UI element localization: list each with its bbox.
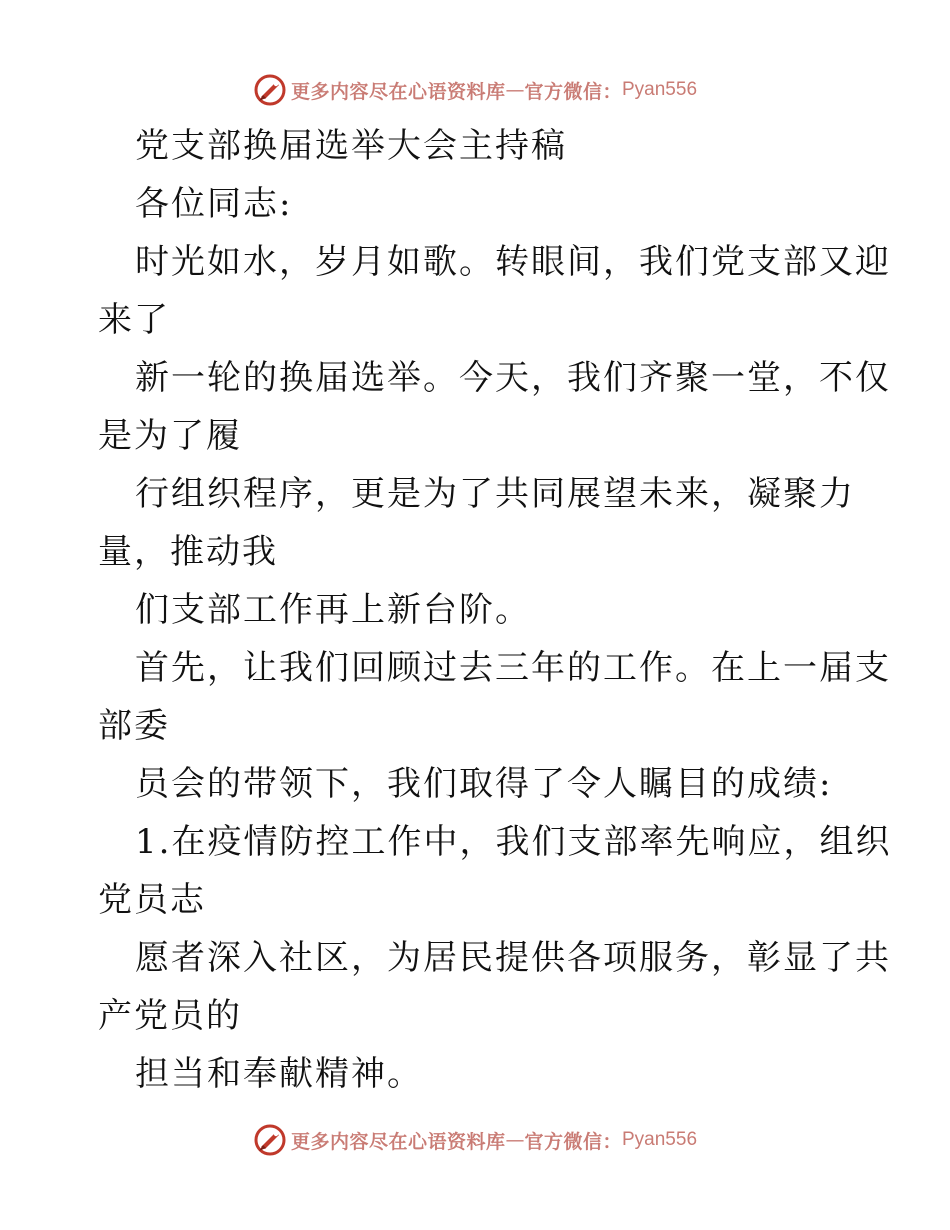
body-line (98, 523, 858, 581)
body-line-text: 产党员的 (98, 996, 242, 1036)
body-line (98, 581, 858, 639)
body-line-text: 新一轮的换届选举。今天，我们齐聚一堂，不仅 (135, 358, 891, 398)
banner-official-label: 官方微信： (524, 1130, 622, 1153)
banner-official-label: 官方微信： (524, 80, 622, 103)
body-line (98, 175, 858, 233)
body-line (98, 755, 858, 813)
banner-separator: — (505, 1129, 525, 1151)
banner-text: 更多内容尽在心语资料库 (290, 1130, 506, 1153)
body-line-text: 部委 (98, 706, 170, 746)
body-line (98, 407, 858, 465)
body-line (98, 465, 858, 523)
body-line-text: 党员志 (98, 880, 206, 920)
banner-wechat-id: Pyan556 (622, 79, 698, 100)
footer-banner (0, 1120, 950, 1160)
body-line-text: 首先，让我们回顾过去三年的工作。在上一届支 (135, 648, 891, 688)
document-body (98, 117, 892, 1103)
document-title (98, 117, 858, 175)
pen-logo-icon (253, 73, 287, 107)
pen-logo-icon (253, 1123, 287, 1157)
body-line (98, 233, 891, 291)
banner-wechat-id: Pyan556 (622, 1129, 698, 1150)
body-line-text: 们支部工作再上新台阶。 (135, 590, 531, 630)
banner-separator: — (505, 79, 525, 101)
body-line (98, 697, 858, 755)
body-line-text: 行组织程序，更是为了共同展望未来，凝聚力 (135, 474, 855, 514)
body-line (98, 349, 891, 407)
body-line-text: 来了 (98, 300, 170, 340)
body-line-text: 量，推动我 (98, 532, 278, 572)
body-line-text: 1.在疫情防控工作中，我们支部率先响应，组织 (135, 822, 892, 862)
body-line (98, 639, 891, 697)
body-line-text: 各位同志: (135, 184, 293, 224)
body-line (98, 871, 858, 929)
body-line (98, 929, 891, 987)
banner-text: 更多内容尽在心语资料库 (290, 80, 506, 103)
header-banner (0, 70, 950, 110)
title-text: 党支部换届选举大会主持稿 (135, 126, 567, 166)
body-line-text: 担当和奉献精神。 (135, 1054, 423, 1094)
body-line-text: 员会的带领下，我们取得了令人瞩目的成绩: (135, 764, 833, 804)
body-line (98, 1045, 858, 1103)
body-line (98, 813, 892, 871)
body-line-text: 时光如水，岁月如歌。转眼间，我们党支部又迎 (135, 242, 891, 282)
body-line-text: 是为了履 (98, 416, 242, 456)
body-line (98, 987, 858, 1045)
body-line (98, 291, 858, 349)
body-line-text: 愿者深入社区，为居民提供各项服务，彰显了共 (135, 938, 891, 978)
